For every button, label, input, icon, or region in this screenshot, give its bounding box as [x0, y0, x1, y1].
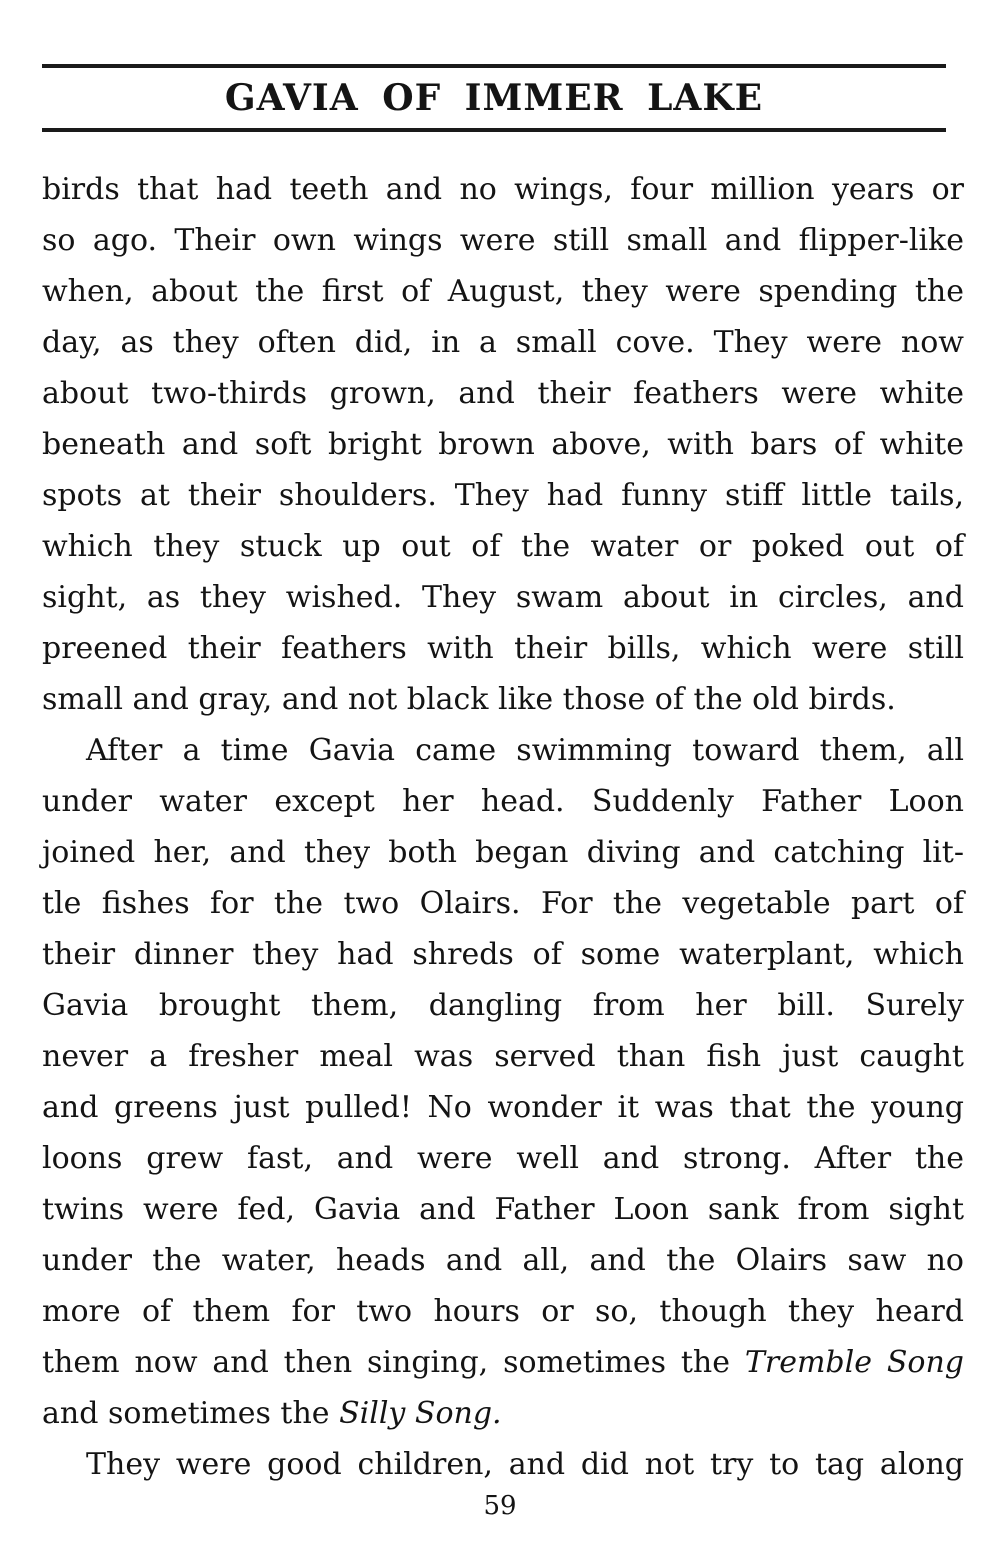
text-line: twins were fed, Gavia and Father Loon sank from sight	[42, 1192, 964, 1227]
header-rule-bottom	[42, 128, 946, 132]
text-line: beneath and soft bright brown above, with bars of white	[42, 427, 964, 462]
text-line: spots at their shoulders. They had funny stiff little tails,	[42, 478, 964, 513]
text-line: never a fresher meal was served than fish just caught	[42, 1039, 964, 1074]
line-text: and sometimes the	[42, 1396, 330, 1431]
header-rule-top	[42, 64, 946, 68]
text-line: sight, as they wished. They swam about in circles, and	[42, 580, 964, 615]
text-line: about two-thirds grown, and their feathers were white	[42, 376, 964, 411]
text-line: under the water, heads and all, and the Olairs saw no	[42, 1243, 964, 1278]
page-number: 59	[483, 1491, 517, 1521]
text-line: which they stuck up out of the water or poked out of	[42, 529, 964, 564]
text-line: day, as they often did, in a small cove. They were now	[42, 325, 964, 360]
text-line: more of them for two hours or so, though they heard	[42, 1294, 964, 1329]
text-line: birds that had teeth and no wings, four million years or	[42, 172, 964, 207]
text-line: Gavia brought them, dangling from her bill. Surely	[42, 988, 964, 1023]
body-text	[42, 164, 964, 1490]
line-text: them now and then singing, sometimes the	[42, 1345, 730, 1380]
text-line: under water except her head. Suddenly Father Loon	[42, 784, 964, 819]
paragraph-end-line: small and gray, and not black like those of the old birds.	[42, 682, 896, 717]
closing-period: .	[492, 1396, 502, 1431]
text-line: when, about the first of August, they were spending the	[42, 274, 964, 309]
text-line: joined her, and they both began diving and catching lit-	[42, 835, 964, 870]
paragraph-start-line: After a time Gavia came swimming toward them, all	[86, 733, 964, 768]
text-line-with-song-title	[42, 1337, 964, 1388]
text-line: and greens just pulled! No wonder it was that the young	[42, 1090, 964, 1125]
text-line: tle fishes for the two Olairs. For the vegetable part of	[42, 886, 964, 921]
song-title-tremble: Tremble Song	[744, 1345, 964, 1380]
text-line: loons grew fast, and were well and strong. After the	[42, 1141, 964, 1176]
paragraph-start-line: They were good children, and did not try to tag along	[86, 1447, 964, 1482]
text-line: their dinner they had shreds of some waterplant, which	[42, 937, 964, 972]
running-head: GAVIA OF IMMER LAKE	[224, 77, 764, 119]
text-line: so ago. Their own wings were still small and flipper-like	[42, 223, 964, 258]
paragraph-end-line	[42, 1388, 964, 1439]
song-title-silly: Silly Song	[339, 1396, 493, 1431]
text-line: preened their feathers with their bills, which were still	[42, 631, 964, 666]
